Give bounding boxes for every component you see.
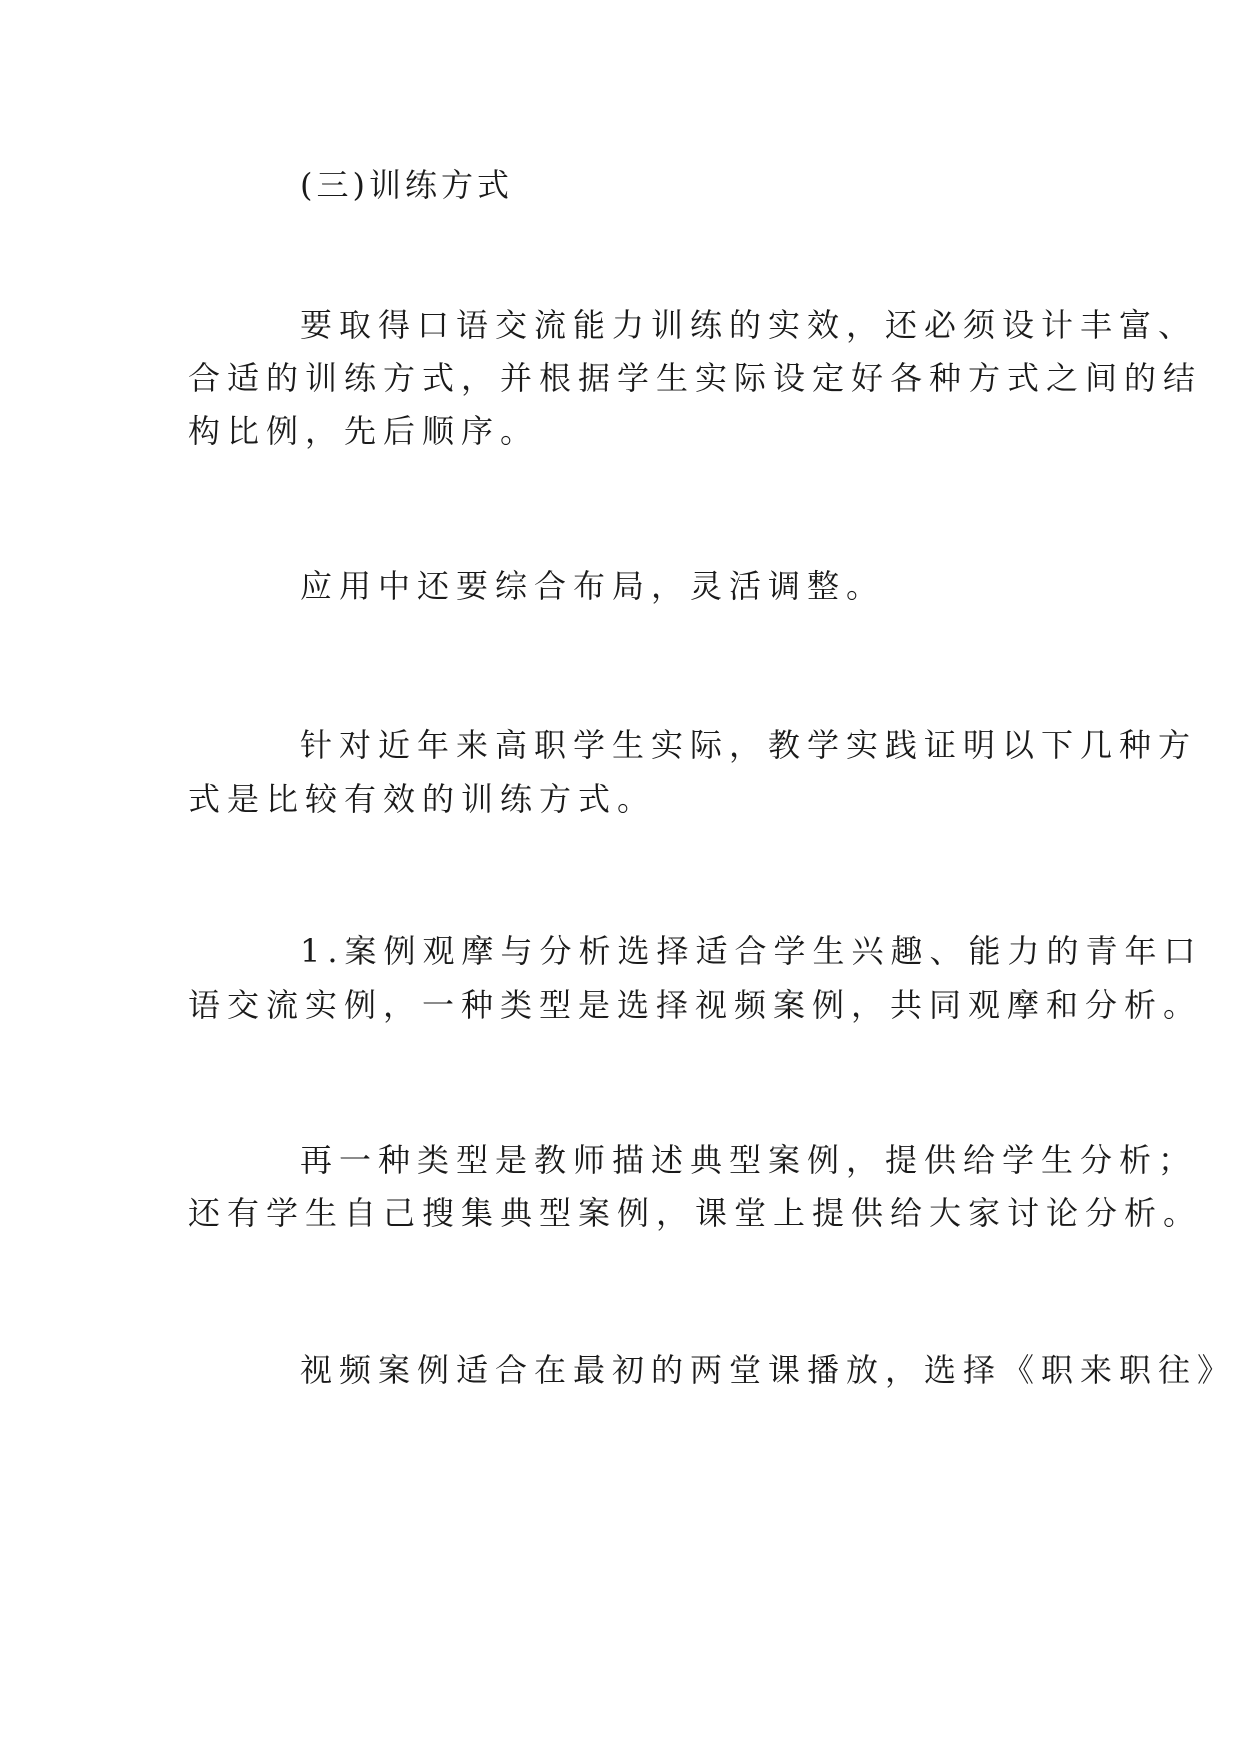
paragraph-line: 式是比较有效的训练方式。 xyxy=(188,780,657,818)
paragraph-line: 语交流实例，一种类型是选择视频案例，共同观摩和分析。 xyxy=(188,986,1203,1024)
paragraph-line: 再一种类型是教师描述典型案例，提供给学生分析； xyxy=(300,1141,1198,1179)
paragraph-line: 视频案例适合在最初的两堂课播放，选择《职来职往》 xyxy=(300,1351,1237,1389)
paragraph-line: 1.案例观摩与分析选择适合学生兴趣、能力的青年口 xyxy=(300,932,1203,970)
paragraph-line: 要取得口语交流能力训练的实效，还必须设计丰富、 xyxy=(300,306,1198,344)
section-heading: (三)训练方式 xyxy=(300,166,513,204)
paragraph-line: 应用中还要综合布局，灵活调整。 xyxy=(300,567,886,605)
paragraph-line: 针对近年来高职学生实际，教学实践证明以下几种方 xyxy=(300,726,1198,764)
paragraph-line: 合适的训练方式，并根据学生实际设定好各种方式之间的结 xyxy=(188,359,1203,397)
paragraph-line: 还有学生自己搜集典型案例，课堂上提供给大家讨论分析。 xyxy=(188,1194,1203,1232)
paragraph-line: 构比例，先后顺序。 xyxy=(188,412,540,450)
